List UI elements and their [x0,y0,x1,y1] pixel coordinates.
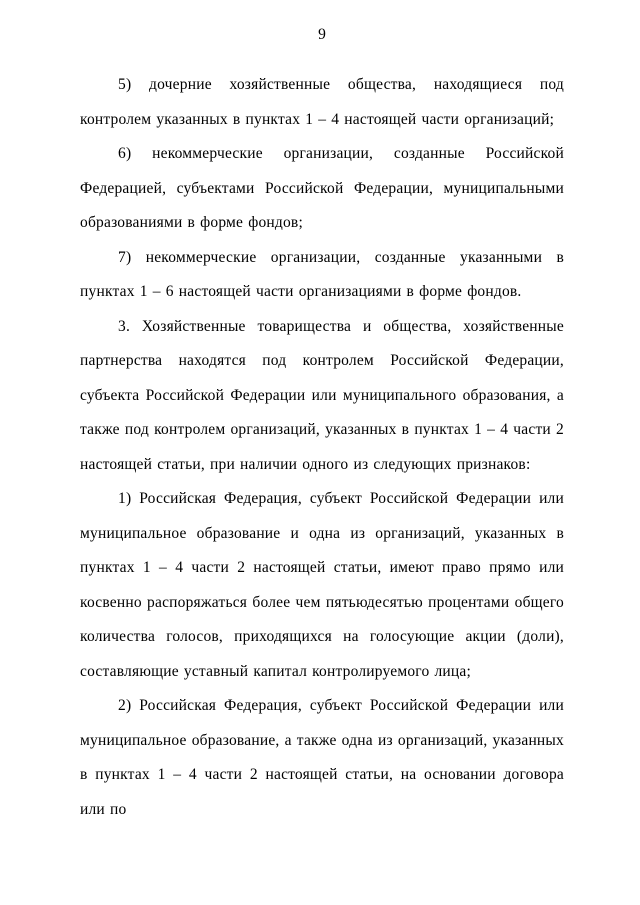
document-body-text [80,68,564,827]
page-number: 9 [318,26,326,43]
paragraph-subclause-2: 2) Российская Федерация, субъект Российской Федерации или муниципальное образование, а также одна из организаций, указанных в пунктах 1 – 4 части 2 настоящей статьи, на основании договора или по [80,697,564,818]
paragraph-item-6: 6) некоммерческие организации, созданные Российской Федерацией, субъектами Российской Федерации, муниципальными образованиями в форме фондов; [80,145,564,231]
paragraph-clause-3: 3. Хозяйственные товарищества и общества, хозяйственные партнерства находятся под контролем Российской Федерации, субъекта Российской Федерации или муниципального образования, а также под контролем организаций, указанных в пунктах 1 – 4 части 2 настоящей статьи, при наличии одного из следующих признаков: [80,317,564,473]
paragraph-item-7: 7) некоммерческие организации, созданные указанными в пунктах 1 – 6 настоящей части организациями в форме фондов. [80,248,564,300]
paragraph-subclause-1: 1) Российская Федерация, субъект Российской Федерации или муниципальное образование и одна из организаций, указанных в пунктах 1 – 4 части 2 настоящей статьи, имеют право прямо или косвенно распоряжаться более чем пятьюдесятью процентами общего количества голосов, приходящихся на голосующие акции (доли), составляющие уставный капитал контролируемого лица; [80,490,564,680]
paragraph-item-5: 5) дочерние хозяйственные общества, находящиеся под контролем указанных в пунктах 1 – 4 настоящей части организаций; [80,76,564,128]
